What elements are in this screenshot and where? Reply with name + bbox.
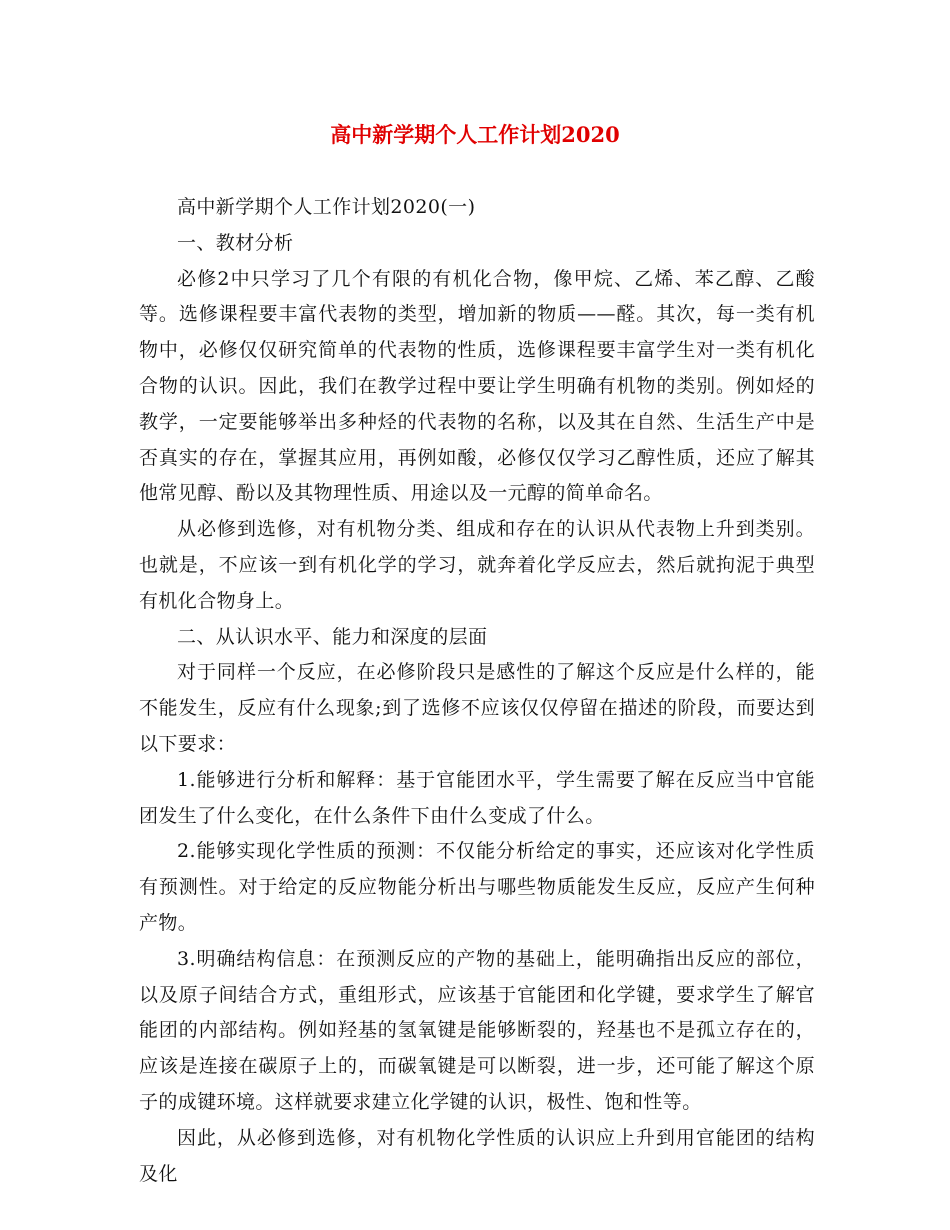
paragraph: 必修2中只学习了几个有限的有机化合物，像甲烷、乙烯、苯乙醇、乙酸等。选修课程要丰富代表物的类型，增加新的物质——醛。其次，每一类有机物中，必修仅仅研究简单的代表物的性质，选修课程要丰富学生对一类有机化合物的认识。因此，我们在教学过程中要让学生明确有机物的类别。例如烃的教学，一定要能够举出多种烃的代表物的名称，以及其在自然、生活生产中是否真实的存在，掌握其应用，再例如酸，必修仅仅学习乙醇性质，还应了解其他常见醇、酚以及其物理性质、用途以及一元醇的简单命名。 <box>139 267 815 505</box>
numbered-item: 3.明确结构信息：在预测反应的产物的基础上，能明确指出反应的部位，以及原子间结合方式，重组形式，应该基于官能团和化学键，要求学生了解官能团的内部结构。例如羟基的氢氧键是能够断裂的，羟基也不是孤立存在的，应该是连接在碳原子上的，而碳氧键是可以断裂，进一步，还可能了解这个原子的成键环境。这样就要求建立化学键的认识，极性、饱和性等。 <box>139 947 815 1113</box>
paragraph: 从必修到选修，对有机物分类、组成和存在的认识从代表物上升到类别。也就是，不应该一到有机化学的学习，就奔着化学反应去，然后就拘泥于典型有机化合物身上。 <box>139 518 815 612</box>
paragraph: 因此，从必修到选修，对有机物化学性质的认识应上升到用官能团的结构及化 <box>139 1126 815 1185</box>
section-heading-1: 一、教材分析 <box>177 231 294 254</box>
document-body <box>139 190 815 1192</box>
paragraph: 对于同样一个反应，在必修阶段只是感性的了解这个反应是什么样的，能不能发生，反应有什么现象;到了选修不应该仅仅停留在描述的阶段，而要达到以下要求： <box>139 661 815 755</box>
subtitle-line: 高中新学期个人工作计划2020(一) <box>177 196 476 218</box>
document-title: 高中新学期个人工作计划2020 <box>330 122 620 147</box>
numbered-item: 1.能够进行分析和解释：基于官能团水平，学生需要了解在反应当中官能团发生了什么变化，在什么条件下由什么变成了什么。 <box>139 768 815 827</box>
numbered-item: 2.能够实现化学性质的预测：不仅能分析给定的事实，还应该对化学性质有预测性。对于给定的反应物能分析出与哪些物质能发生反应，反应产生何种产物。 <box>139 840 815 934</box>
section-heading-2: 二、从认识水平、能力和深度的层面 <box>177 625 488 648</box>
